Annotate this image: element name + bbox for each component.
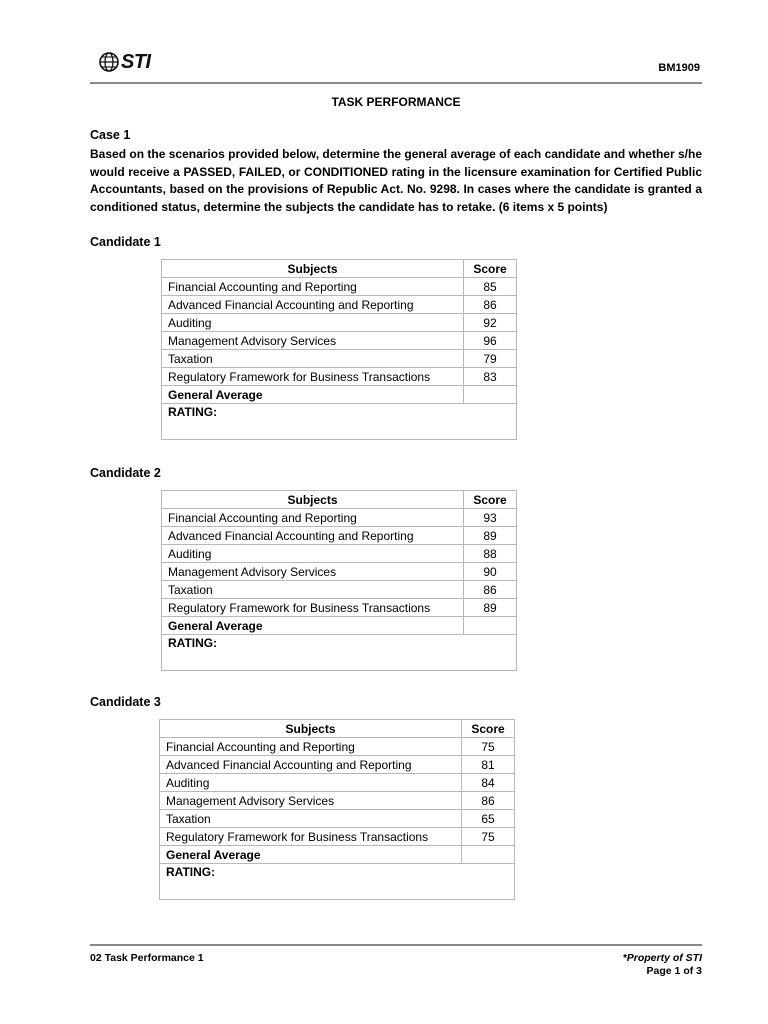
failed-keyword: FAILED <box>238 164 282 179</box>
table-row <box>160 738 515 756</box>
general-average-row <box>160 846 515 864</box>
score-cell: 75 <box>462 828 515 846</box>
rating-cell[interactable] <box>162 635 517 671</box>
score-cell: 86 <box>464 581 517 599</box>
candidate-2-label: Candidate 2 <box>90 466 161 480</box>
score-cell: 92 <box>464 314 517 332</box>
table-row <box>162 599 517 617</box>
instruction-separator-1: , <box>231 164 239 179</box>
table-row <box>162 527 517 545</box>
page-footer <box>90 944 702 977</box>
case-instructions <box>90 146 702 216</box>
document-code: BM1909 <box>658 62 700 74</box>
subject-cell: Regulatory Framework for Business Transactions <box>162 368 464 386</box>
table-row <box>162 350 517 368</box>
table-row <box>160 792 515 810</box>
score-cell: 88 <box>464 545 517 563</box>
table-row <box>160 774 515 792</box>
table-row <box>162 509 517 527</box>
table-row <box>162 368 517 386</box>
footer-right <box>623 952 702 978</box>
table-row <box>160 756 515 774</box>
candidate-2-table <box>161 490 517 671</box>
rating-row <box>162 404 517 440</box>
candidate-1-label: Candidate 1 <box>90 235 161 249</box>
subject-cell: Regulatory Framework for Business Transactions <box>162 599 464 617</box>
score-cell: 83 <box>464 368 517 386</box>
general-average-row <box>162 617 517 635</box>
candidate-3-label: Candidate 3 <box>90 695 161 709</box>
table-header-row <box>162 260 517 278</box>
instruction-text-2: rating in the licensure examination for Certified Public Accountants, based on the provisions of Republic Act. No. 9298. In cases where the candidate is granted a conditioned status, determine the subjects the candidate has to retake. <box>90 164 702 214</box>
rating-label: RATING: <box>166 865 216 879</box>
property-notice: *Property of STI <box>622 952 702 964</box>
instruction-text-1: Based on the scenarios provided below, determine the general average of each candidate and whether s/he would receive a <box>90 147 702 179</box>
general-average-value[interactable] <box>462 846 515 864</box>
subject-cell: Taxation <box>162 350 464 368</box>
subject-cell: Financial Accounting and Reporting <box>162 278 464 296</box>
footer-course-label: 02 Task Performance 1 <box>90 952 204 964</box>
score-cell: 86 <box>464 296 517 314</box>
case-label: Case 1 <box>90 128 131 142</box>
score-cell: 90 <box>464 563 517 581</box>
rating-cell[interactable] <box>162 404 517 440</box>
general-average-value[interactable] <box>464 386 517 404</box>
subject-cell: Management Advisory Services <box>160 792 462 810</box>
score-cell: 89 <box>464 527 517 545</box>
page-title: TASK PERFORMANCE <box>331 95 461 109</box>
table-header-row <box>162 491 517 509</box>
page-number: Page 1 of 3 <box>646 965 702 977</box>
table-row <box>160 828 515 846</box>
subjects-header: Subjects <box>160 720 462 738</box>
general-average-row <box>162 386 517 404</box>
score-cell: 84 <box>462 774 515 792</box>
logo-text: STI <box>121 50 151 73</box>
score-cell: 89 <box>464 599 517 617</box>
passed-keyword: PASSED <box>183 164 232 179</box>
score-cell: 79 <box>464 350 517 368</box>
table-row <box>160 810 515 828</box>
conditioned-keyword: CONDITIONED <box>304 164 388 179</box>
instruction-separator-2: , or <box>281 164 304 179</box>
table-row <box>162 581 517 599</box>
subject-cell: Auditing <box>160 774 462 792</box>
rating-label: RATING: <box>168 405 218 419</box>
table-row <box>162 545 517 563</box>
sti-logo <box>98 50 151 74</box>
score-cell: 75 <box>462 738 515 756</box>
subject-cell: Taxation <box>162 581 464 599</box>
candidate-3-table <box>159 719 515 900</box>
table-row <box>162 278 517 296</box>
score-cell: 85 <box>464 278 517 296</box>
globe-icon <box>98 51 120 73</box>
table-row <box>162 332 517 350</box>
general-average-value[interactable] <box>464 617 517 635</box>
subject-cell: Management Advisory Services <box>162 332 464 350</box>
table-row <box>162 563 517 581</box>
table-header-row <box>160 720 515 738</box>
rating-cell[interactable] <box>160 864 515 900</box>
rating-label: RATING: <box>168 636 218 650</box>
score-cell: 93 <box>464 509 517 527</box>
table-row <box>162 314 517 332</box>
score-cell: 96 <box>464 332 517 350</box>
score-header: Score <box>464 491 517 509</box>
subject-cell: Management Advisory Services <box>162 563 464 581</box>
subject-cell: Auditing <box>162 314 464 332</box>
candidate-1-table <box>161 259 517 440</box>
subject-cell: Financial Accounting and Reporting <box>160 738 462 756</box>
table-row <box>162 296 517 314</box>
general-average-label: General Average <box>162 386 464 404</box>
subjects-header: Subjects <box>162 260 464 278</box>
subjects-header: Subjects <box>162 491 464 509</box>
subject-cell: Advanced Financial Accounting and Reporting <box>160 756 462 774</box>
rating-row <box>162 635 517 671</box>
score-header: Score <box>462 720 515 738</box>
score-cell: 86 <box>462 792 515 810</box>
general-average-label: General Average <box>160 846 462 864</box>
subject-cell: Financial Accounting and Reporting <box>162 509 464 527</box>
subject-cell: Advanced Financial Accounting and Reporting <box>162 527 464 545</box>
subject-cell: Advanced Financial Accounting and Reporting <box>162 296 464 314</box>
page-header <box>90 48 702 84</box>
subject-cell: Regulatory Framework for Business Transactions <box>160 828 462 846</box>
score-header: Score <box>464 260 517 278</box>
score-cell: 65 <box>462 810 515 828</box>
subject-cell: Taxation <box>160 810 462 828</box>
score-cell: 81 <box>462 756 515 774</box>
subject-cell: Auditing <box>162 545 464 563</box>
general-average-label: General Average <box>162 617 464 635</box>
rating-row <box>160 864 515 900</box>
points-note: (6 items x 5 points) <box>498 199 608 214</box>
